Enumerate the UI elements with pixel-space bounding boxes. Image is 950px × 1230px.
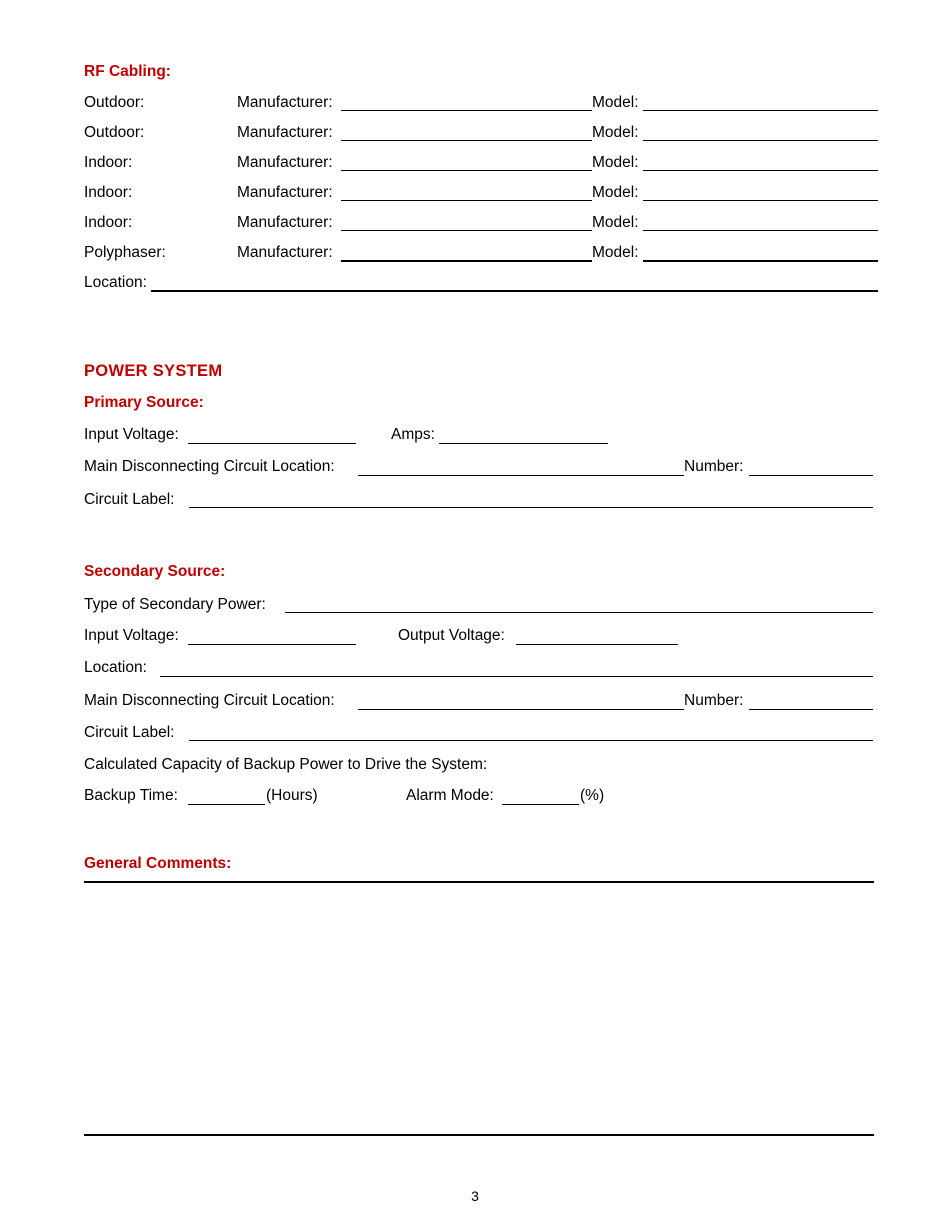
rf-row-4-model-label: Model:	[592, 184, 639, 201]
rf-row-5-manufacturer-field[interactable]	[341, 230, 592, 231]
rf-row-1-model-field[interactable]	[643, 110, 878, 111]
primary-source-heading: Primary Source:	[84, 394, 204, 411]
rf-row-2-manufacturer-label: Manufacturer:	[237, 124, 333, 141]
page-number: 3	[471, 1188, 479, 1204]
rf-row-3-manufacturer-label: Manufacturer:	[237, 154, 333, 171]
rf-row-6-manufacturer-field[interactable]	[341, 260, 592, 262]
rf-row-6-model-label: Model:	[592, 244, 639, 261]
rf-row-3-manufacturer-field[interactable]	[341, 170, 592, 171]
rf-row-5-manufacturer-label: Manufacturer:	[237, 214, 333, 231]
primary-number-field[interactable]	[749, 475, 873, 476]
secondary-main-disconnect-field[interactable]	[358, 709, 684, 710]
power-system-heading: POWER SYSTEM	[84, 362, 223, 380]
backup-time-label: Backup Time:	[84, 787, 178, 804]
rf-row-5-type: Indoor:	[84, 214, 133, 231]
rf-row-6-manufacturer-label: Manufacturer:	[237, 244, 333, 261]
rf-row-3-type: Indoor:	[84, 154, 133, 171]
secondary-capacity-label: Calculated Capacity of Backup Power to Drive the System:	[84, 756, 488, 773]
rf-row-2-model-label: Model:	[592, 124, 639, 141]
backup-time-field[interactable]	[188, 804, 265, 805]
rf-row-3-model-label: Model:	[592, 154, 639, 171]
primary-number-label: Number:	[684, 458, 744, 475]
alarm-mode-field[interactable]	[502, 804, 579, 805]
secondary-output-voltage-label: Output Voltage:	[398, 627, 505, 644]
secondary-location-field[interactable]	[160, 676, 873, 677]
primary-circuit-label-field[interactable]	[189, 507, 873, 508]
secondary-source-heading: Secondary Source:	[84, 563, 226, 580]
general-comments-top-rule	[84, 881, 874, 883]
general-comments-heading: General Comments:	[84, 855, 232, 872]
rf-row-4-manufacturer-field[interactable]	[341, 200, 592, 201]
rf-row-3-model-field[interactable]	[643, 170, 878, 171]
backup-time-hours-unit: (Hours)	[266, 787, 318, 804]
rf-location-field[interactable]	[151, 290, 878, 292]
secondary-circuit-label-field[interactable]	[189, 740, 873, 741]
secondary-number-label: Number:	[684, 692, 744, 709]
rf-row-4-manufacturer-label: Manufacturer:	[237, 184, 333, 201]
secondary-type-field[interactable]	[285, 612, 873, 613]
rf-row-5-model-field[interactable]	[643, 230, 878, 231]
primary-input-voltage-field[interactable]	[188, 443, 356, 444]
rf-cabling-heading: RF Cabling:	[84, 63, 171, 80]
secondary-input-voltage-field[interactable]	[188, 644, 356, 645]
secondary-input-voltage-label: Input Voltage:	[84, 627, 179, 644]
rf-row-1-model-label: Model:	[592, 94, 639, 111]
primary-circuit-label-label: Circuit Label:	[84, 491, 175, 508]
general-comments-bottom-rule	[84, 1134, 874, 1136]
alarm-mode-label: Alarm Mode:	[406, 787, 494, 804]
secondary-location-label: Location:	[84, 659, 147, 676]
secondary-circuit-label-label: Circuit Label:	[84, 724, 175, 741]
general-comments-area[interactable]	[84, 884, 874, 1134]
primary-main-disconnect-field[interactable]	[358, 475, 684, 476]
primary-amps-label: Amps:	[391, 426, 435, 443]
secondary-type-label: Type of Secondary Power:	[84, 596, 266, 613]
primary-main-disconnect-label: Main Disconnecting Circuit Location:	[84, 458, 335, 475]
primary-amps-field[interactable]	[439, 443, 608, 444]
rf-row-6-type: Polyphaser:	[84, 244, 166, 261]
rf-location-label: Location:	[84, 274, 147, 291]
rf-row-1-type: Outdoor:	[84, 94, 145, 111]
rf-row-4-type: Indoor:	[84, 184, 133, 201]
rf-row-5-model-label: Model:	[592, 214, 639, 231]
secondary-number-field[interactable]	[749, 709, 873, 710]
rf-row-2-model-field[interactable]	[643, 140, 878, 141]
secondary-main-disconnect-label: Main Disconnecting Circuit Location:	[84, 692, 335, 709]
rf-row-1-manufacturer-field[interactable]	[341, 110, 592, 111]
rf-row-2-type: Outdoor:	[84, 124, 145, 141]
rf-row-4-model-field[interactable]	[643, 200, 878, 201]
rf-row-6-model-field[interactable]	[643, 260, 878, 262]
primary-input-voltage-label: Input Voltage:	[84, 426, 179, 443]
rf-row-1-manufacturer-label: Manufacturer:	[237, 94, 333, 111]
rf-row-2-manufacturer-field[interactable]	[341, 140, 592, 141]
alarm-mode-percent-unit: (%)	[580, 787, 605, 804]
secondary-output-voltage-field[interactable]	[516, 644, 678, 645]
